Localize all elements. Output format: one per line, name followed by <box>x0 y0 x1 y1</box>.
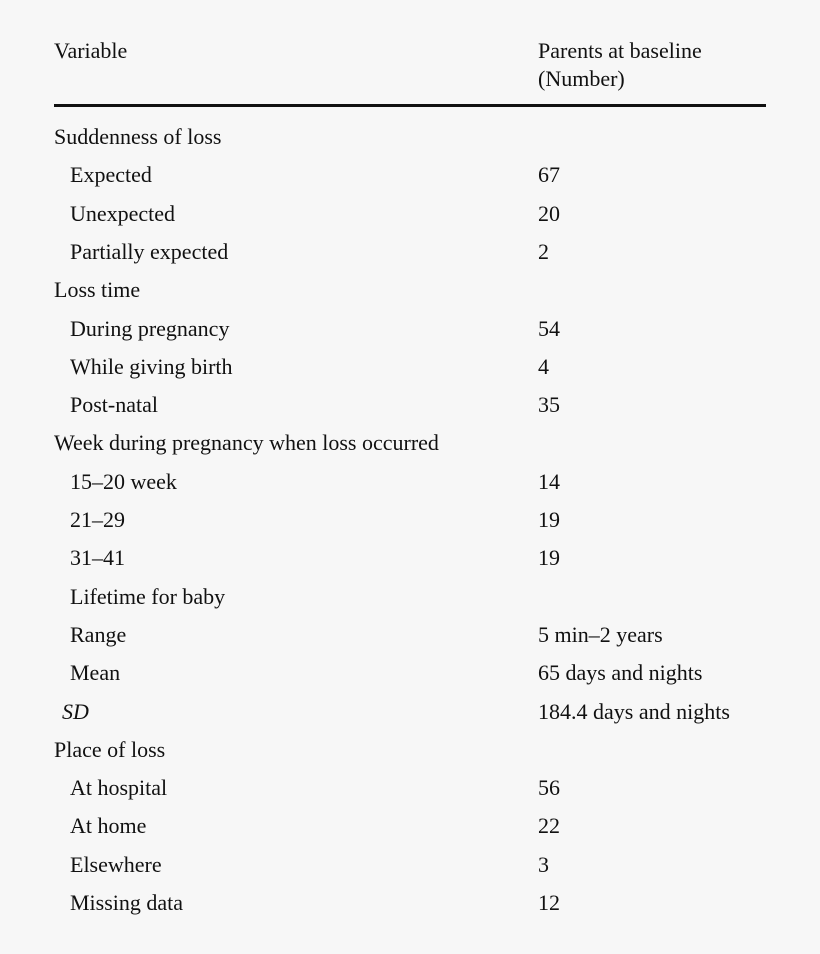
row-value: 3 <box>538 851 549 877</box>
row-label: 15–20 week <box>70 468 177 494</box>
row-value: 19 <box>538 545 560 571</box>
row-label: Range <box>70 621 127 647</box>
row-value: 19 <box>538 507 560 532</box>
column-header-parents-line2: (Number) <box>538 66 625 91</box>
row-label: Missing data <box>70 890 184 915</box>
row-value: 184.4 days and nights <box>538 698 730 724</box>
row-label: Unexpected <box>70 200 176 226</box>
row-label: Loss time <box>54 277 141 303</box>
table-row <box>0 659 820 697</box>
row-value: 67 <box>538 162 560 188</box>
row-value: 54 <box>538 315 560 341</box>
row-label: Elsewhere <box>70 851 162 877</box>
column-header-parents-line1: Parents at baseline <box>538 38 702 63</box>
table-row <box>0 123 820 161</box>
table-row <box>0 506 820 544</box>
row-value: 5 min–2 years <box>538 621 663 647</box>
table-row <box>0 391 820 429</box>
row-value: 22 <box>538 813 560 839</box>
table-row <box>0 621 820 659</box>
row-label: At hospital <box>70 775 168 801</box>
row-value: 12 <box>538 890 560 915</box>
row-label: Post-natal <box>70 392 158 418</box>
table-row <box>0 161 820 199</box>
row-value: 2 <box>538 238 549 264</box>
table-row <box>0 544 820 582</box>
row-label: Mean <box>70 660 121 686</box>
row-value: 4 <box>538 353 549 379</box>
table-row <box>0 276 820 314</box>
row-label: SD <box>62 698 89 724</box>
row-label: Place of loss <box>54 736 166 762</box>
table-row <box>0 238 820 276</box>
table-row <box>0 200 820 238</box>
row-label: Lifetime for baby <box>70 583 226 609</box>
row-label: During pregnancy <box>70 315 230 341</box>
row-label: Suddenness of loss <box>54 124 222 149</box>
table-row <box>0 315 820 353</box>
row-value: 35 <box>538 392 560 418</box>
table-row <box>0 698 820 736</box>
table-row <box>0 851 820 889</box>
row-value: 20 <box>538 200 560 226</box>
row-value: 65 days and nights <box>538 660 703 686</box>
table-row <box>0 812 820 850</box>
row-label: 21–29 <box>70 507 125 532</box>
column-header-variable: Variable <box>54 38 128 63</box>
table-row <box>0 583 820 621</box>
header-rule <box>54 104 766 107</box>
row-label: Expected <box>70 162 152 188</box>
row-label: While giving birth <box>70 353 233 379</box>
row-label: Partially expected <box>70 238 229 264</box>
table-row <box>0 736 820 774</box>
table-row <box>0 353 820 391</box>
table-row <box>0 429 820 467</box>
row-label: At home <box>70 813 147 839</box>
table-row <box>0 468 820 506</box>
row-label: 31–41 <box>70 545 125 571</box>
table-row <box>0 889 820 927</box>
row-value: 14 <box>538 468 560 494</box>
row-label: Week during pregnancy when loss occurred <box>54 430 439 456</box>
row-value: 56 <box>538 775 560 801</box>
table-row <box>0 774 820 812</box>
column-header-parents <box>538 37 702 93</box>
